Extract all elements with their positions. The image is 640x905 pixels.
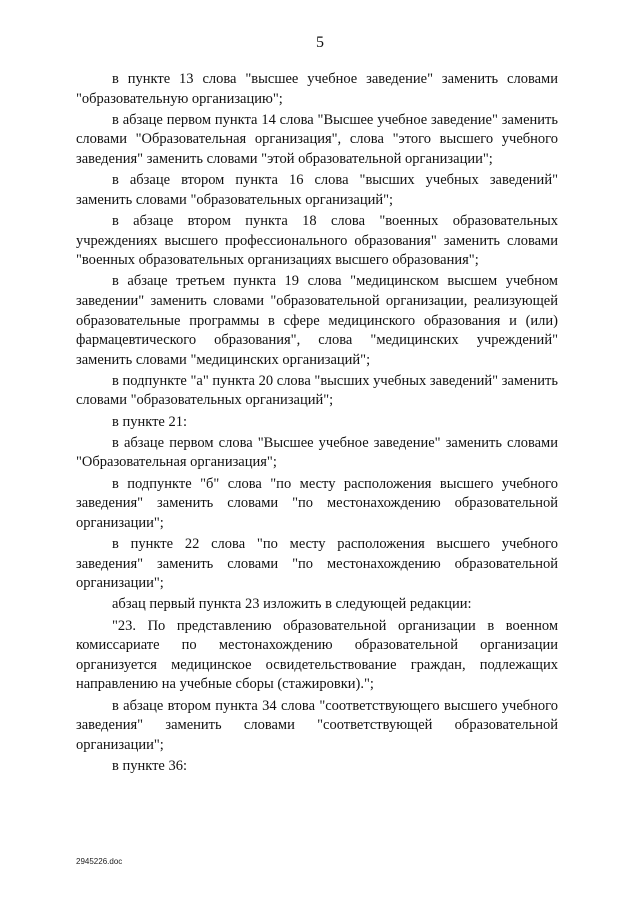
paragraph: в пункте 22 слова "по месту расположения высшего учебного заведения" заменить словами "по местонахождению образовательной организации"; (76, 536, 558, 592)
document-body (76, 70, 558, 778)
file-name-footer: 2945226.doc (76, 857, 123, 866)
paragraph: в абзаце третьем пункта 19 слова "медицинском высшем учебном заведении" заменить словами "образовательной организации, реализующей образовательные программы в сфере медицинского образования и (или) фармацевтического образования", слова "медицинских учреждений" заменить словами "медицинских организаций"; (76, 273, 558, 368)
paragraph: в подпункте "а" пункта 20 слова "высших учебных заведений" заменить словами "образовательных организаций"; (76, 372, 558, 409)
paragraph: в пункте 21: (112, 413, 188, 430)
paragraph: в абзаце первом слова "Высшее учебное заведение" заменить словами "Образовательная организация"; (76, 434, 558, 471)
paragraph: в пункте 36: (112, 757, 188, 774)
paragraph: "23. По представлению образовательной организации в военном комиссариате по местонахождению образовательной организации организуется медицинское освидетельствование граждан, подлежащих направлению на учебные сборы (стажировки)."; (76, 617, 558, 693)
paragraph: в подпункте "б" слова "по месту расположения высшего учебного заведения" заменить словами "по местонахождению образовательной организации"; (76, 475, 558, 531)
paragraph: в абзаце втором пункта 16 слова "высших учебных заведений" заменить словами "образовательных организаций"; (76, 172, 558, 208)
paragraph: в абзаце втором пункта 18 слова "военных образовательных учреждениях высшего профессионального образования" заменить словами "военных образовательных организациях высшего образования"; (76, 212, 558, 269)
paragraph: абзац первый пункта 23 изложить в следующей редакции: (112, 596, 472, 613)
paragraph: в пункте 13 слова "высшее учебное заведение" заменить словами "образовательную организацию"; (76, 71, 558, 107)
paragraph: в абзаце первом пункта 14 слова "Высшее учебное заведение" заменить словами "Образовательная организация", слова "этого высшего учебного заведения" заменить словами "этой образовательной организации"; (76, 111, 558, 167)
page-number: 5 (316, 34, 324, 51)
paragraph: в абзаце втором пункта 34 слова "соответствующего высшего учебного заведения" заменить словами "соответствующей образовательной организации"; (76, 697, 558, 753)
